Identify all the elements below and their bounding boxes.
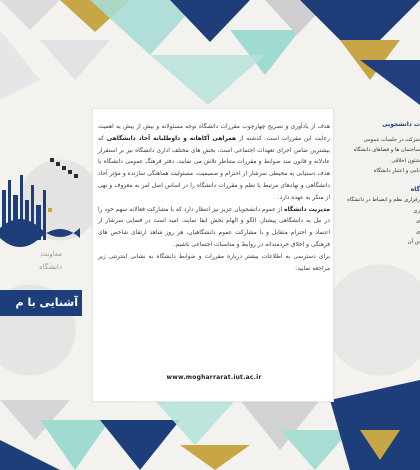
website-link[interactable]: www.mogharrarat.iut.ac.ir — [166, 374, 262, 381]
paragraph-more-info: برای دسترسی به اطلاعات بیشتر درباره مقررات و ضوابط دانشگاه به نشانی اینترنتی زیر مراجعه نمایید: — [98, 253, 330, 272]
tri-bot-gold-1 — [180, 445, 250, 470]
paragraph-3: از عموم دانشجویان عزیز نیز انتظار دارد که با مشارکت فعالانه سهم خود را در نیل به دانشگاهی پیشتاز، الگو و الهام بخش ایفا نمایند. امید است در فضایی سرشار از اعتماد و احترام متقابل و با مشارکت عموم دانشگاهیان، هر روز شاهد ارتقای شاخص های فرهنگی و اخلاق خردمندانه در روابط و مناسبات اجتماعی باشیم. — [98, 206, 330, 248]
paragraph-management — [98, 205, 330, 252]
right-line-7: ی — [415, 218, 420, 224]
title-banner: آشنایی با م — [0, 290, 82, 316]
paragraph-2: که بیشترین ضامن اجرای تعهدات اجتماعی است، بخش های مختلف اداری دانشگاه نیز بر استقرار عادلانه و قانون مند ضوابط و مقررات متناظر تلاش می نمایند. دفتر فرهنگ عمومی دانشگاه با هدف دستیابی به محیطی سرشار از احترام و صمیمیت، مسئولیت هماهنگی سازنده و مؤثر آحاد دانشگاهی و نهادهای مرتبط با نظم و مقررات دانشگاه را در اساس اصل امر به معروف و نهی از منکر به عهده دارد. — [98, 135, 330, 201]
body-text — [98, 122, 330, 275]
paragraph-intro — [98, 122, 330, 205]
right-line-8: ی — [415, 228, 420, 235]
paragraph-1: هدف از یادآوری و تصریح چهارچوب مقررات دانشگاه توجه مسئولانه و بیش از پیش به اهمیت رعایت این مقررات است. کدشته از — [98, 124, 331, 142]
tri-bot-navy-1 — [0, 440, 60, 470]
tri-bot-navy-3 — [330, 380, 420, 470]
right-heading-1: ت دانشجویی — [381, 121, 420, 128]
tagline-line-2: دانشگاه — [39, 263, 62, 271]
tri-top-gray-3 — [40, 40, 110, 80]
right-line-4: نامی و اعتبار دانشگاه — [373, 168, 420, 174]
tri-top-teal-3 — [150, 55, 265, 105]
right-column — [345, 120, 420, 248]
tri-bot-teal-1 — [40, 420, 110, 470]
right-line-1: شرکت در جلسات عمومی — [363, 136, 420, 143]
tri-top-gray-1 — [0, 0, 60, 30]
tri-bot-navy-2 — [100, 420, 180, 470]
tri-bot-teal-3 — [280, 430, 350, 470]
management-heading: مدیریت دانشگاه — [284, 206, 331, 213]
right-line-3: شئون اخلاقی — [391, 157, 420, 164]
tri-top-navy-3 — [360, 60, 420, 105]
right-line-5: رقراری نظم و انضباط در دانشگاه — [347, 197, 420, 203]
emphasis-phrase: همراهی آکاهانه و داوطلبانه آحاد دانشگاهی — [106, 135, 237, 142]
right-line-6: زی — [413, 207, 420, 214]
right-line-9: ین آن — [407, 239, 420, 245]
right-heading-2: گاه — [410, 185, 420, 193]
tagline-line-1: معاونت — [40, 250, 62, 258]
right-line-2: ساختمان ها و فضاهای دانشگاه — [353, 147, 420, 153]
tri-left-gray — [0, 30, 40, 100]
tagline — [0, 248, 62, 274]
